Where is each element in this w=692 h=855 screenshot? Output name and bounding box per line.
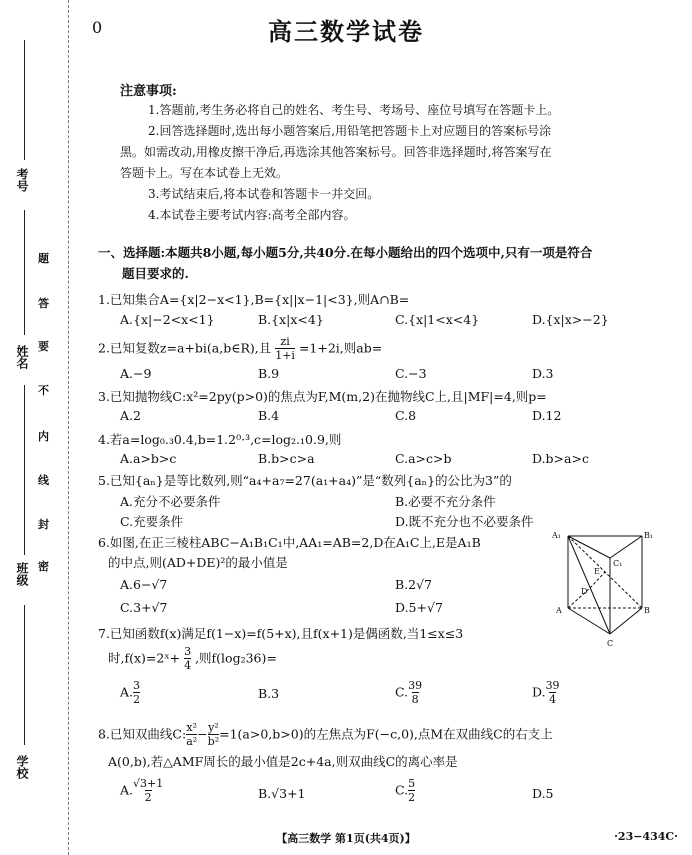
fraction-numerator: 3 [184,645,192,658]
class-label: 班级 [15,562,29,586]
question-8-stem-text: − [197,726,208,742]
note-line: 黑。如需改动,用橡皮擦干净后,再选涂其他答案标号。回答非选择题时,将答案写在 [120,145,552,159]
section-heading [98,242,663,284]
option-fraction [408,680,422,706]
fraction-numerator: 3 [133,679,141,692]
question-6-option-d: D.5+√7 [395,600,443,615]
binding-rule [24,40,25,160]
fraction-numerator: zi [280,335,290,348]
binding-rule [24,605,25,745]
page-footer: 【高三数学 第1页(共4页)】 [276,832,416,845]
fraction-numerator: x² [186,721,197,734]
option-fraction [546,680,560,706]
question-7-option-b: B.3 [258,686,280,701]
label-c: C [607,639,614,648]
note-line: 1.答题前,考生务必将自己的姓名、考生号、考场号、座位号填写在答题卡上。 [148,103,560,117]
fraction-denominator: 2 [144,791,152,804]
exam-number-label: 考号 [15,168,29,192]
question-7-stem: 7.已知函数f(x)满足f(1−x)=f(5+x),且f(x+1)是偶函数,当1≤x≤3 [98,626,464,641]
question-3-stem: 3.已知抛物线C:x²=2py(p>0)的焦点为F,M(m,2)在抛物线C上,且|MF|=4,则p= [98,389,547,404]
note-line: 3.考试结束后,将本试卷和答题卡一并交回。 [148,187,380,201]
question-2-fraction [275,336,295,362]
option-letter: C. [395,782,409,798]
question-2-option-d: D.3 [532,366,554,381]
fraction-numerator: 39 [545,679,560,692]
question-1-option-d: D.{x|x>−2} [532,312,609,327]
edge-a1c1 [568,536,610,558]
question-7-stem-text: 时,f(x)=2ˣ+ [108,650,181,666]
question-5-option-b: B.必要不充分条件 [395,494,496,509]
question-4-option-b: B.b>c>a [258,451,315,466]
fraction-denominator: 1+i [275,349,295,362]
question-6-stem: 6.如图,在正三棱柱ABC−A₁B₁C₁中,AA₁=AB=2,D在A₁C上,E是A₁B [98,535,481,550]
label-d: D [581,587,588,596]
question-7-fraction [184,646,191,672]
option-letter: A. [120,782,134,798]
question-8-fraction [186,722,197,748]
corner-mark: 0 [92,18,103,37]
question-3-option-a: A.2 [120,408,141,423]
option-letter: C. [395,684,409,700]
question-2-option-a: A.−9 [120,366,152,381]
fraction-numerator: 5 [408,777,416,790]
question-3-option-c: C.8 [395,408,417,423]
question-2-stem [98,336,668,362]
question-7-option-a [120,680,140,706]
question-6-stem: 的中点,则(AD+DE)²的最小值是 [108,555,288,570]
seal-char: 答 [38,297,49,310]
seal-char: 线 [38,474,49,487]
question-8-option-c [395,778,415,804]
fraction-denominator: 8 [411,693,419,706]
question-8-stem-text: =1(a>0,b>0)的左焦点为F(−c,0),点M在双曲线C的右支上 [219,726,553,742]
label-c1: C₁ [613,559,623,568]
name-label: 姓名 [15,345,29,369]
edge-cb [610,608,642,634]
question-4-stem: 4.若a=log₀.₃0.4,b=1.2⁰·³,c=log₂.₁0.9,则 [98,432,342,447]
question-2-stem-text: 2.已知复数z=a+bi(a,b∈R),且 [98,340,272,356]
question-5-option-d: D.既不充分也不必要条件 [395,514,534,529]
question-6-option-c: C.3+√7 [120,600,168,615]
question-8-option-d: D.5 [532,786,554,801]
label-a1: A₁ [552,531,561,540]
question-8-stem-text: 8.已知双曲线C: [98,726,187,742]
fraction-denominator: 2 [408,791,416,804]
question-2-option-b: B.9 [258,366,280,381]
fraction-denominator: 4 [184,659,192,672]
question-1-option-a: A.{x|−2<x<1} [120,312,215,327]
seal-char: 要 [38,340,49,353]
option-fraction [133,680,140,706]
option-letter: D. [532,684,546,700]
question-7-option-c [395,680,422,706]
question-2-stem-text: =1+2i,则ab= [298,340,383,356]
seal-char: 不 [38,384,49,397]
fraction-numerator: 39 [408,679,423,692]
question-3-option-b: B.4 [258,408,280,423]
fraction-numerator: y² [208,721,219,734]
question-4-option-c: C.a>c>b [395,451,452,466]
question-2-option-c: C.−3 [395,366,427,381]
fraction-denominator: 4 [549,693,557,706]
option-fraction [133,778,163,804]
question-5-stem: 5.已知{aₙ}是等比数列,则“a₄+a₇=27(a₁+a₄)”是“数列{aₙ}的公比为3”的 [98,473,512,488]
fraction-denominator: 2 [133,693,141,706]
page-title: 高三数学试卷 [268,18,424,46]
note-line: 4.本试卷主要考试内容:高考全部内容。 [148,208,356,222]
seal-char: 封 [38,518,49,531]
prism-figure [550,528,690,653]
note-line: 答题卡上。写在本试卷上无效。 [120,166,289,180]
section-heading-line: 题目要求的. [122,266,189,281]
binding-rule [24,385,25,555]
question-4-option-a: A.a>b>c [120,451,177,466]
section-heading-line: 一、选择题:本题共8小题,每小题5分,共40分.在每小题给出的四个选项中,只有一项是符合 [98,245,593,260]
question-8-stem: A(0,b),若△AMF周长的最小值是2c+4a,则双曲线C的离心率是 [108,754,458,769]
question-7-stem-text: ,则f(log₂36)= [195,650,277,666]
notes-heading: 注意事项: [120,84,177,99]
question-8-option-a [120,778,163,804]
question-1-option-b: B.{x|x<4} [258,312,324,327]
fraction-denominator: a² [186,735,198,748]
edge-ac [568,608,610,634]
seal-char: 题 [38,252,49,265]
edge-c1b1 [610,536,642,558]
question-7-option-d [532,680,560,706]
diag-a1c [568,536,610,634]
question-8-stem [98,722,668,748]
question-1-option-c: C.{x|1<x<4} [395,312,480,327]
question-5-option-c: C.充要条件 [120,514,184,529]
seal-char: 密 [38,560,49,573]
fraction-numerator: √3+1 [133,777,164,790]
binding-dashed-line [68,0,69,855]
question-8-option-b: B.√3+1 [258,786,306,801]
question-4-option-d: D.b>a>c [532,451,589,466]
seal-char: 内 [38,430,49,443]
question-7-stem [108,646,678,672]
label-a: A [556,606,562,615]
binding-rule [24,210,25,335]
question-3-option-d: D.12 [532,408,562,423]
question-5-option-a: A.充分不必要条件 [120,494,221,509]
exam-code: ·23−434C· [614,830,678,843]
option-fraction [408,778,415,804]
label-e: E [594,567,600,576]
option-letter: A. [120,684,134,700]
school-label: 学校 [15,755,29,779]
label-b1: B₁ [644,531,654,540]
note-line: 2.回答选择题时,选出每小题答案后,用铅笔把答题卡上对应题目的答案标号涂 [148,124,552,138]
question-8-fraction [208,722,219,748]
fraction-denominator: b² [207,735,220,748]
label-b: B [644,606,650,615]
question-1-stem: 1.已知集合A={x|2−x<1},B={x||x−1|<3},则A∩B= [98,292,410,307]
question-6-option-a: A.6−√7 [120,577,168,592]
question-6-option-b: B.2√7 [395,577,433,592]
